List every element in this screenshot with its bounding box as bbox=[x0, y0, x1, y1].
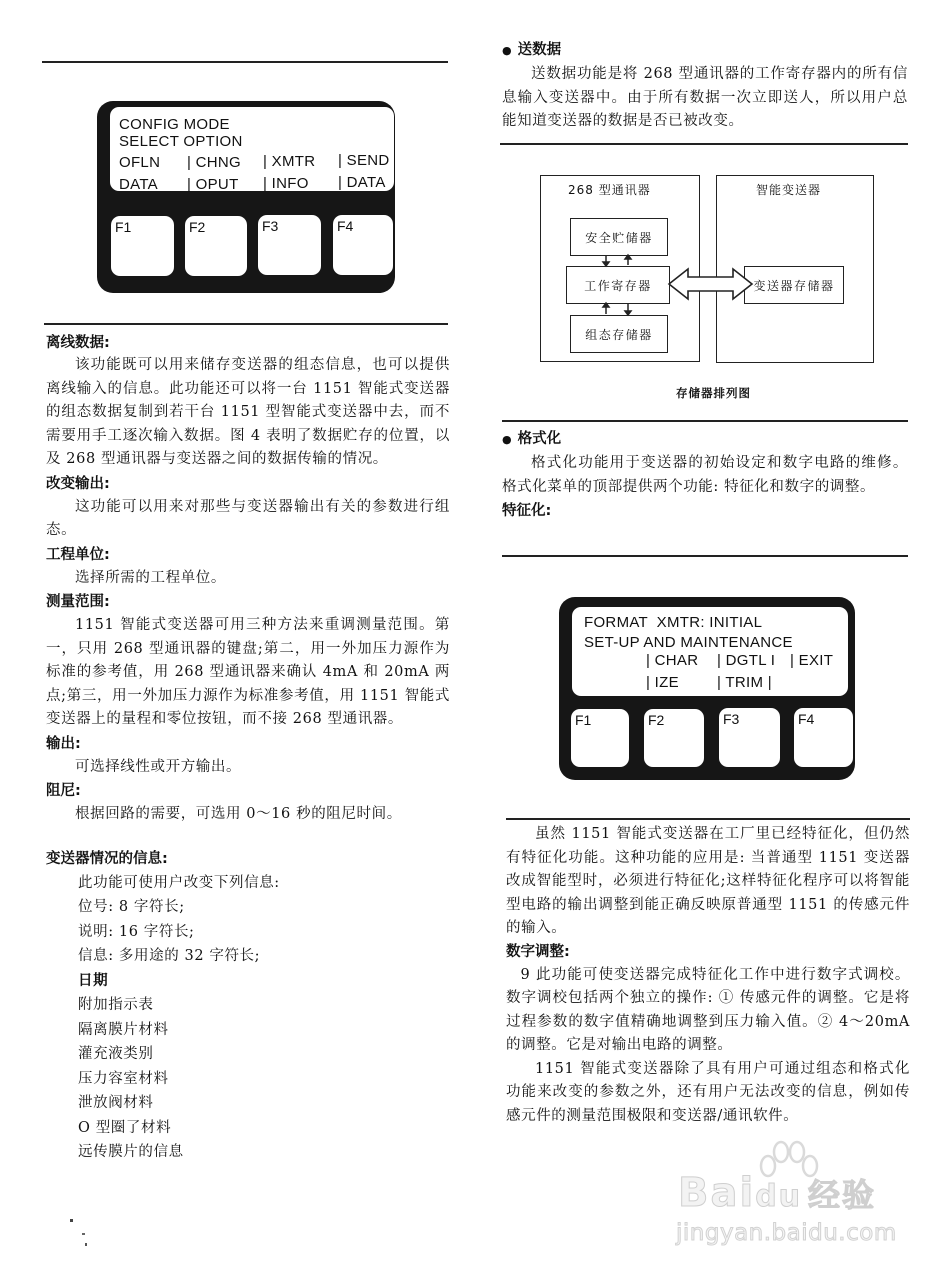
f1-key[interactable]: F1 bbox=[111, 216, 174, 276]
vertical-arrows-icon bbox=[538, 173, 878, 373]
f3-key[interactable]: F3 bbox=[719, 708, 780, 767]
send-data-heading: 送数据 bbox=[517, 42, 562, 58]
list-item: 泄放阀材料 bbox=[78, 1095, 154, 1111]
bullet-icon: ● bbox=[502, 433, 512, 446]
f2-key[interactable]: F2 bbox=[644, 709, 704, 767]
communicator-title: 268 型通讯器 bbox=[568, 183, 651, 197]
list-item: 日期 bbox=[78, 971, 109, 989]
scan-speck bbox=[85, 1243, 87, 1246]
list-item: 信息: 多用途的 32 字符长; bbox=[78, 948, 261, 964]
double-arrow-icon bbox=[669, 269, 752, 299]
working-register-box: 工作寄存器 bbox=[566, 266, 670, 304]
list-item: 远传膜片的信息 bbox=[78, 1144, 184, 1160]
lcd-line-2: SET-UP AND MAINTENANCE bbox=[584, 634, 793, 651]
list-item: 此功能可使用户改变下列信息: bbox=[78, 874, 280, 891]
damping-heading: 阻尼: bbox=[46, 783, 81, 799]
top-rule-left bbox=[42, 61, 448, 63]
watermark-cn-text: 经验 bbox=[808, 1176, 877, 1214]
lcd-line-1: FORMAT XMTR: INITIAL bbox=[584, 614, 763, 631]
list-item: 隔离膜片材料 bbox=[78, 1021, 169, 1038]
format-section bbox=[502, 427, 908, 523]
option-chng: | CHNG bbox=[187, 154, 242, 171]
xmtr-info-heading: 变送器情况的信息: bbox=[46, 850, 168, 867]
offline-data-heading: 离线数据: bbox=[46, 335, 110, 351]
option-info: | INFO bbox=[263, 175, 309, 192]
output-heading: 输出: bbox=[46, 735, 81, 752]
scan-speck bbox=[70, 1219, 73, 1222]
xmtr-storage-box: 变送器存储器 bbox=[744, 266, 844, 304]
change-output-body: 这功能可以用来对那些与变送器输出有关的参数进行组态。 bbox=[46, 498, 450, 538]
transmitter-title: 智能变送器 bbox=[756, 183, 822, 197]
format-panel bbox=[559, 597, 855, 780]
rule-after-send-data bbox=[500, 143, 908, 145]
send-data-section bbox=[502, 38, 908, 134]
watermark-paw-text: du bbox=[755, 1179, 803, 1214]
option-data: DATA bbox=[119, 176, 158, 193]
list-item: O 型圈了材料 bbox=[78, 1119, 172, 1136]
xmtr-info-list bbox=[46, 871, 450, 1165]
characterize-body: 虽然 1151 智能式变送器在工厂里已经特征化，但仍然有特征化功能。这种功能的应用是: 当普通型 1151 变送器改成智能型时，必须进行特征化;这样特征化程序可以将智能型电路的输出调整到能正确反映原普通型 1151 的传感元件的输入。 bbox=[506, 826, 910, 936]
list-item: 附加指示表 bbox=[78, 997, 154, 1013]
lcd-line-2: SELECT OPTION bbox=[119, 133, 243, 150]
option-char: | CHAR bbox=[646, 652, 699, 669]
rule-after-diagram bbox=[502, 420, 908, 422]
option-exit: | EXIT bbox=[790, 652, 834, 669]
config-storage-box: 组态存储器 bbox=[570, 315, 668, 353]
watermark-url: jingyan.baidu.com bbox=[676, 1220, 897, 1246]
closing-body: 1151 智能式变送器除了具有用户可通过组态和格式化功能来改变的参数之外，还有用户无法改变的信息，例如传感元件的测量范围极限和变送器/通讯软件。 bbox=[506, 1060, 910, 1124]
characterize-heading: 特征化: bbox=[502, 503, 552, 519]
bullet-icon: ● bbox=[502, 44, 512, 57]
rule-before-format-panel bbox=[502, 555, 908, 557]
range-heading: 测量范围: bbox=[46, 594, 110, 610]
scan-speck bbox=[82, 1233, 85, 1235]
option-ize: | IZE bbox=[646, 674, 679, 691]
change-output-heading: 改变输出: bbox=[46, 475, 110, 492]
rule-after-format-panel bbox=[506, 818, 910, 820]
watermark-logo-text: Bai bbox=[678, 1170, 756, 1216]
list-item: 灌充液类别 bbox=[78, 1046, 154, 1062]
f4-key[interactable]: F4 bbox=[794, 708, 853, 767]
send-data-body: 送数据功能是将 268 型通讯器的工作寄存器内的所有信息输入变送器中。由于所有数据一次立即送人，所以用户总能知道变送器的数据是否已被改变。 bbox=[502, 66, 908, 129]
diagram-caption: 存储器排列图 bbox=[676, 386, 751, 400]
option-ofln: OFLN bbox=[119, 154, 161, 171]
option-send: | SEND bbox=[338, 152, 390, 169]
digital-trim-body: 9 此功能可使变送器完成特征化工作中进行数字式调校。数字调校包括两个独立的操作: ① 传感元件的调整。它是将过程参数的数字值精确地调整到压力输入值。② 4～20mA 的调整。它是对输出电路的调整。 bbox=[506, 966, 910, 1053]
offline-data-body: 该功能既可以用来储存变送器的组态信息，也可以提供离线输入的信息。此功能还可以将一台 1151 智能式变送器的组态数据复制到若干台 1151 型智能式变送器中去，而不需要用手工逐次输入数据。图 4 表明了数据贮存的位置，以及 268 型通讯器与变送器之间的数据传输的情况。 bbox=[46, 357, 450, 467]
eng-units-heading: 工程单位: bbox=[46, 546, 110, 563]
config-lcd-screen bbox=[110, 107, 394, 191]
option-xmtr: | XMTR bbox=[263, 153, 316, 170]
digital-trim-heading: 数字调整: bbox=[506, 943, 570, 960]
safe-storage-box: 安全贮储器 bbox=[570, 218, 668, 256]
baidu-watermark bbox=[668, 1140, 908, 1250]
option-oput: | OPUT bbox=[187, 176, 239, 193]
eng-units-body: 选择所需的工程单位。 bbox=[75, 569, 226, 586]
option-trim: | TRIM | bbox=[717, 674, 772, 691]
option-send-data: | DATA bbox=[338, 174, 386, 191]
f4-key[interactable]: F4 bbox=[333, 215, 393, 275]
format-lcd-screen bbox=[572, 607, 848, 696]
range-body: 1151 智能式变送器可用三种方法来重调测量范围。第一，只用 268 型通讯器的键盘;第二，用一外加压力源作为标准的参考值，用 268 型通讯器来确认 4mA 和 20mA 两点;第三，用一外加压力源作为标准参考值，用 1151 智能式变送器上的量程和零位按钮，而不接 268 型通讯器。 bbox=[46, 617, 450, 727]
f2-key[interactable]: F2 bbox=[185, 216, 247, 276]
characterize-section bbox=[506, 823, 910, 1128]
list-item: 压力容室材料 bbox=[78, 1070, 169, 1087]
config-mode-panel bbox=[97, 101, 395, 293]
left-text-column bbox=[46, 332, 450, 1165]
output-body: 可选择线性或开方输出。 bbox=[75, 758, 242, 775]
f1-key[interactable]: F1 bbox=[571, 709, 629, 767]
memory-diagram bbox=[538, 173, 878, 403]
lcd-line-1: CONFIG MODE bbox=[119, 116, 230, 133]
mid-rule-left bbox=[44, 323, 448, 325]
list-item: 说明: 16 字符长; bbox=[78, 923, 195, 940]
list-item: 位号: 8 字符长; bbox=[78, 899, 185, 915]
format-heading: 格式化 bbox=[517, 431, 562, 447]
format-body: 格式化功能用于变送器的初始设定和数字电路的维修。格式化菜单的顶部提供两个功能: 特征化和数字的调整。 bbox=[502, 455, 908, 495]
option-dgtl: | DGTL I bbox=[717, 652, 776, 669]
f3-key[interactable]: F3 bbox=[258, 215, 321, 275]
damping-body: 根据回路的需要，可选用 0～16 秒的阻尼时间。 bbox=[75, 806, 402, 822]
